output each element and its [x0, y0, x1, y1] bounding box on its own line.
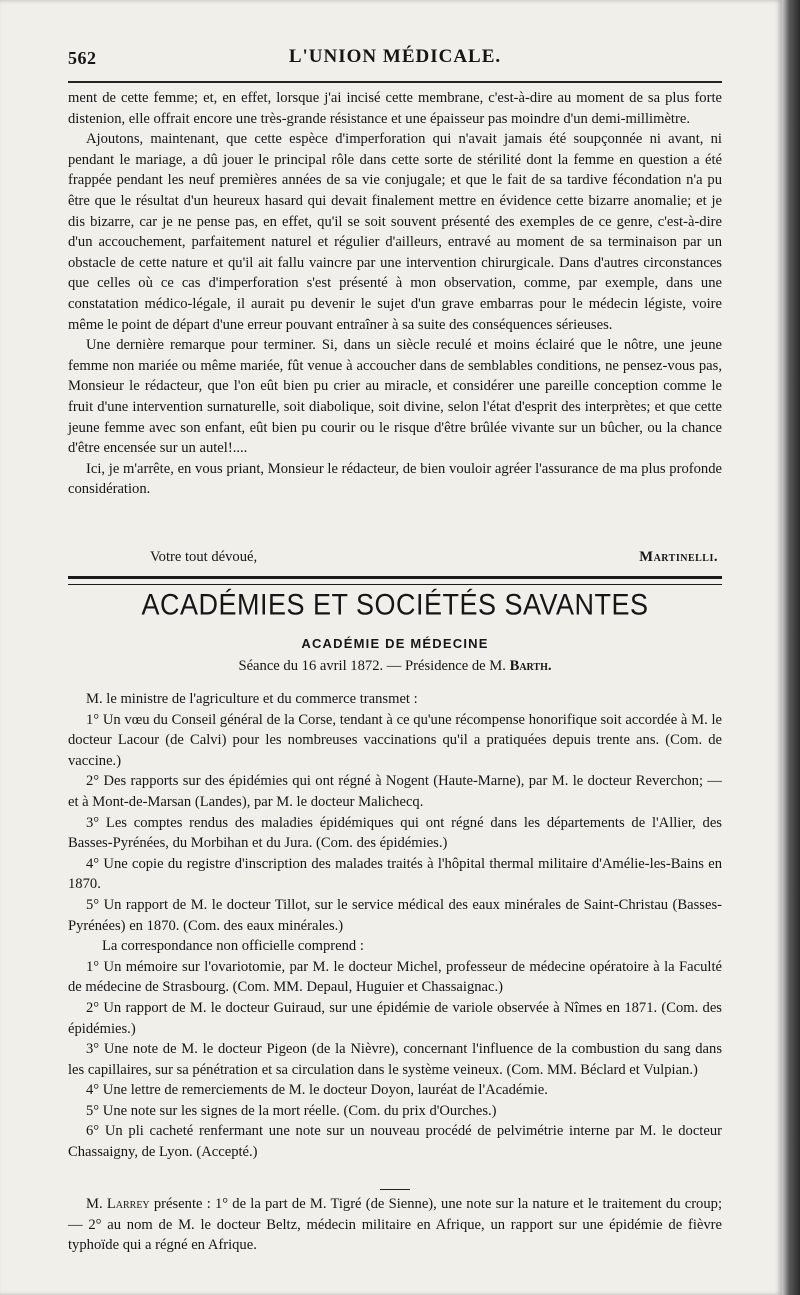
- letter-body: [68, 88, 722, 500]
- larrey-name: Larrey: [106, 1196, 150, 1212]
- letter-signature: Martinelli.: [639, 549, 718, 565]
- letter-paragraph: Ajoutons, maintenant, que cette espèce d'imperforation qui n'avait jamais été soupçonnée ni avant, ni pendant le mariage, a dû jouer le principal rôle dans cette sorte de stérilité dont la femme en question a été frappée pendant les neuf premières années de sa vie conjugale; et que le fait de sa tardive fécondation n'a pu être que le résultat d'un heureux hasard qui devait finalement mettre en évidence cette bizarre anomalie; et je dis bizarre, car je ne pense pas, en effet, qu'il se soit souvent présenté des exemples de ce genre, c'est-à-dire d'un accouchement, parfaitement naturel et régulier d'ailleurs, entravé au moment de sa terminaison par un obstacle de cette nature et qu'il ait fallu vaincre par une intervention chirurgicale. Dans d'autres circonstances que celles où ce cas d'imperforation s'est présenté à mon observation, comme, par exemple, dans une constatation médico-légale, il aurait pu devenir le sujet d'un grave embarras pour le médecin légiste, voire même le point de départ d'une erreur pouvant entraîner à sa suite des conséquences sérieuses.: [68, 131, 722, 333]
- correspondence-intro: La correspondance non officielle comprend :: [102, 938, 364, 955]
- separator-dash: [380, 1189, 410, 1190]
- academy-title: ACADÉMIE DE MÉDECINE: [301, 636, 489, 651]
- section-title: ACADÉMIES ET SOCIÉTÉS SAVANTES: [141, 588, 649, 622]
- official-item: 4° Une copie du registre d'inscription des malades traités à l'hôpital thermal militaire d'Amélie-les-Bains en 1870.: [68, 855, 722, 893]
- correspondence-item: 4° Une lettre de remerciements de M. le docteur Doyon, lauréat de l'Académie.: [86, 1082, 548, 1099]
- correspondence-item: 6° Un pli cacheté renfermant une note sur un nouveau procédé de pelvimétrie interne par M. le docteur Chassaigny, de Lyon. (Accepté.): [68, 1123, 722, 1161]
- correspondence-item: 2° Un rapport de M. le docteur Guiraud, sur une épidémie de variole observée à Nîmes en 1871. (Com. des épidémies.): [68, 999, 722, 1037]
- running-title: L'UNION MÉDICALE.: [288, 46, 502, 67]
- larrey-paragraph: [68, 1194, 722, 1256]
- larrey-text-line: [68, 1194, 722, 1256]
- letter-signoff: [68, 549, 722, 571]
- section-divider: [68, 576, 722, 585]
- letter-closing: Votre tout dévoué,: [150, 549, 258, 565]
- larrey-text: présente : 1° de la part de M. Tigré (de Sienne), une note sur la nature et le traitement du croup; — 2° au nom de M. le docteur Beltz, médecin militaire en Afrique, un rapport sur une épidémie de fièvre typhoïde qui a régné en Afrique.: [68, 1196, 722, 1254]
- page-header: [68, 44, 722, 76]
- official-item: 3° Les comptes rendus des maladies épidémiques qui ont régné dans les départements de l'Allier, des Basses-Pyrénées, du Morbihan et du Jura. (Com. des épidémies.): [68, 814, 722, 852]
- president-name: Barth.: [509, 658, 552, 674]
- header-rule: [68, 81, 722, 83]
- official-item: 2° Des rapports sur des épidémies qui ont régné à Nogent (Haute-Marne), par M. le docteur Reverchon; — et à Mont-de-Marsan (Landes), par M. le docteur Malichecq.: [68, 773, 722, 810]
- minutes-intro: M. le ministre de l'agriculture et du commerce transmet :: [86, 691, 418, 707]
- official-item: 5° Un rapport de M. le docteur Tillot, sur le service médical des eaux minérales de Saint-Christau (Basses-Pyrénées) en 1870. (Com. des eaux minérales.): [68, 896, 722, 934]
- book-binding-edge: [782, 0, 800, 1295]
- minutes-body: [68, 689, 722, 1163]
- page-number: 562: [68, 48, 97, 68]
- letter-paragraph: Une dernière remarque pour terminer. Si, dans un siècle reculé et moins éclairé que le nôtre, une jeune femme non mariée ou même mariée, fût venue à accoucher dans de semblables conditions, ne pensez-vous pas, Monsieur le rédacteur, que l'on eût bien pu crier au miracle, et considérer une pareille conception comme le fruit d'une intervention surnaturelle, soit diabolique, soit divine, selon l'état d'esprit des interprètes; et que cette jeune femme avec son enfant, eût bien pu courir ou le risque d'être brûlée vivante sur un bûcher, ou la chance d'être encensée sur un autel!....: [68, 337, 722, 457]
- correspondence-item: 5° Une note sur les signes de la mort réelle. (Com. du prix d'Ourches.): [86, 1102, 497, 1119]
- letter-paragraph: Ici, je m'arrête, en vous priant, Monsieur le rédacteur, de bien vouloir agréer l'assurance de ma plus profonde considération.: [68, 460, 722, 498]
- seance-date: Séance du 16 avril 1872. — Présidence de M.: [238, 658, 510, 674]
- seance-line: [68, 658, 722, 675]
- correspondence-item: 1° Un mémoire sur l'ovariotomie, par M. le docteur Michel, professeur de médecine opératoire à la Faculté de médecine de Strasbourg. (Com. MM. Depaul, Huguier et Chassaignac.): [68, 958, 722, 996]
- letter-paragraph: ment de cette femme; et, en effet, lorsque j'ai incisé cette membrane, c'est-à-dire au moment de sa plus forte distenion, elle offrait encore une très-grande résistance et une épaisseur pas moindre d'un demi-millimètre.: [68, 90, 722, 127]
- correspondence-item: 3° Une note de M. le docteur Pigeon (de la Nièvre), concernant l'influence de la combustion du sang dans les capillaires, sur sa pénétration et sa circulation dans le système veineux. (Com. MM. Béclard et Vulpian.): [68, 1041, 722, 1078]
- larrey-prefix: M.: [86, 1196, 107, 1212]
- official-item: 1° Un vœu du Conseil général de la Corse, tendant à ce qu'une récompense honorifique soit accordée à M. le docteur Lacour (de Calvi) pour les nombreuses vaccinations qu'il a pratiquées depuis trente ans. (Com. de vaccine.): [68, 711, 722, 769]
